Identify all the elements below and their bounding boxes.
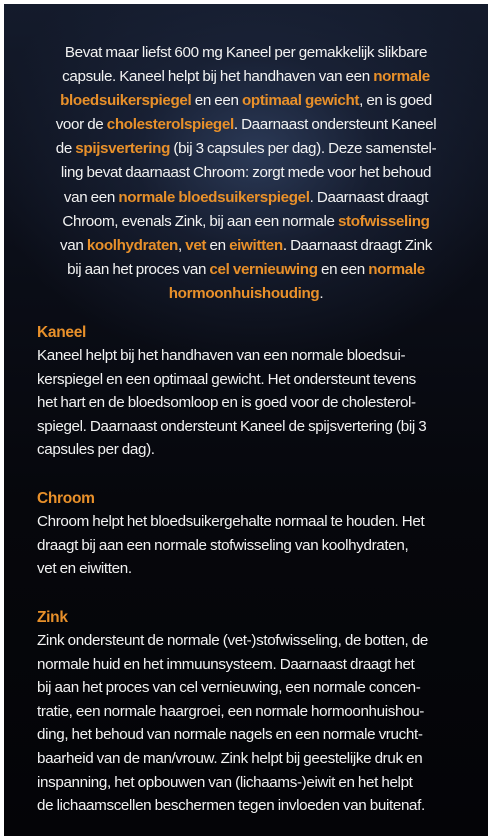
zink-text-line: ding, het behoud van normale nagels en een normale vrucht- <box>37 726 423 744</box>
intro-highlight: spijsvertering <box>75 140 170 158</box>
kaneel-heading: Kaneel <box>37 324 87 341</box>
intro-highlight: bloedsuikerspiegel <box>60 92 192 110</box>
intro-text: . Daarnaast draagt <box>309 188 429 206</box>
intro-line <box>169 285 323 302</box>
intro-highlight: normale <box>368 260 425 278</box>
intro-highlight: stofwisseling <box>337 212 430 230</box>
intro-line <box>56 116 437 133</box>
kaneel-text-line: Kaneel helpt bij het handhaven van een normale bloedsui- <box>37 347 406 364</box>
intro-text: van <box>60 236 87 254</box>
intro-text: . Daarnaast ondersteunt Kaneel <box>233 116 437 134</box>
intro-highlight: eiwitten <box>229 236 283 254</box>
zink-text-line: inspanning, het opbouwen van (lichaams-)eiwit en het helpt <box>37 773 413 791</box>
intro-text: en een <box>317 260 369 278</box>
intro-text: de <box>55 140 76 158</box>
intro-highlight: normale <box>373 68 430 86</box>
zink-section <box>37 607 478 818</box>
intro-highlight: normale bloedsuikerspiegel <box>118 188 310 206</box>
intro-text: ling bevat daarnaast Chroom: zorgt mede voor het behoud <box>60 164 432 182</box>
intro-text: van een <box>63 188 119 206</box>
intro-highlight: koolhydraten <box>86 236 178 254</box>
zink-text-line: normale huid en het immuunsysteem. Daarnaast draagt het <box>37 655 415 673</box>
kaneel-text-line: spiegel. Daarnaast ondersteunt Kaneel de spijsvertering (bij 3 <box>37 417 427 435</box>
intro-line <box>60 237 432 254</box>
zink-text-line: baarheid van de man/vrouw. Zink helpt bij geestelijke druk en <box>37 749 423 767</box>
chroom-section <box>37 488 478 581</box>
intro-highlight: optimaal gewicht <box>241 92 360 110</box>
intro-line <box>62 213 429 230</box>
kaneel-text-line: kerspiegel en een optimaal gewicht. Het ondersteunt tevens <box>37 370 416 388</box>
intro-text: capsule. Kaneel helpt bij het handhaven van een <box>62 68 374 86</box>
intro-text: , <box>177 236 186 254</box>
intro-line <box>65 44 427 61</box>
intro-highlight: cel vernieuwing <box>209 260 318 278</box>
intro-line <box>56 140 437 157</box>
chroom-heading: Chroom <box>37 490 95 507</box>
product-box-panel <box>4 4 488 836</box>
chroom-text-line: vet en eiwitten. <box>37 560 132 578</box>
intro-text: Chroom, evenals Zink, bij aan een normale <box>62 212 338 230</box>
chroom-text-line: draagt bij aan een normale stofwisseling van koolhydraten, <box>37 536 409 554</box>
intro-highlight: vet <box>185 236 207 254</box>
intro-line <box>61 164 431 181</box>
zink-text-line: bij aan het proces van cel vernieuwing, een normale concen- <box>37 679 421 697</box>
zink-heading: Zink <box>37 609 68 626</box>
intro-text: en <box>206 236 230 254</box>
kaneel-text-line: het hart en de bloedsomloop en is goed voor de cholesterol- <box>37 394 416 412</box>
kaneel-section <box>37 322 478 462</box>
chroom-text <box>37 510 478 581</box>
intro-text: , en is goed <box>359 92 432 110</box>
intro-highlight: cholesterolspiegel <box>106 116 234 134</box>
zink-text <box>37 629 478 818</box>
intro-line <box>64 189 428 206</box>
intro-text: . Daarnaast draagt Zink <box>282 236 432 254</box>
zink-text-line: tratie, een normale haargroei, een normale hormoonhuishou- <box>37 702 425 720</box>
kaneel-text-line: capsules per dag). <box>37 441 155 459</box>
intro-line <box>62 68 430 85</box>
intro-paragraph <box>4 41 488 306</box>
intro-highlight: hormoonhuishouding <box>168 284 320 302</box>
zink-text-line: Zink ondersteunt de normale (vet-)stofwisseling, de botten, de <box>37 632 428 649</box>
intro-line <box>60 92 432 109</box>
chroom-text-line: Chroom helpt het bloedsuikergehalte normaal te houden. Het <box>37 513 425 530</box>
intro-line <box>67 261 425 278</box>
intro-text: voor de <box>55 116 107 134</box>
intro-text: en een <box>191 92 242 110</box>
intro-text: bij aan het proces van <box>67 260 210 278</box>
kaneel-text <box>37 344 478 462</box>
intro-text: . <box>319 284 324 302</box>
intro-text: Bevat maar liefst 600 mg Kaneel per gemakkelijk slikbare <box>64 44 428 61</box>
zink-text-line: de lichaamscellen beschermen tegen invloeden van buitenaf. <box>37 797 425 815</box>
intro-text: (bij 3 capsules per dag). Deze samenstel- <box>170 140 437 158</box>
